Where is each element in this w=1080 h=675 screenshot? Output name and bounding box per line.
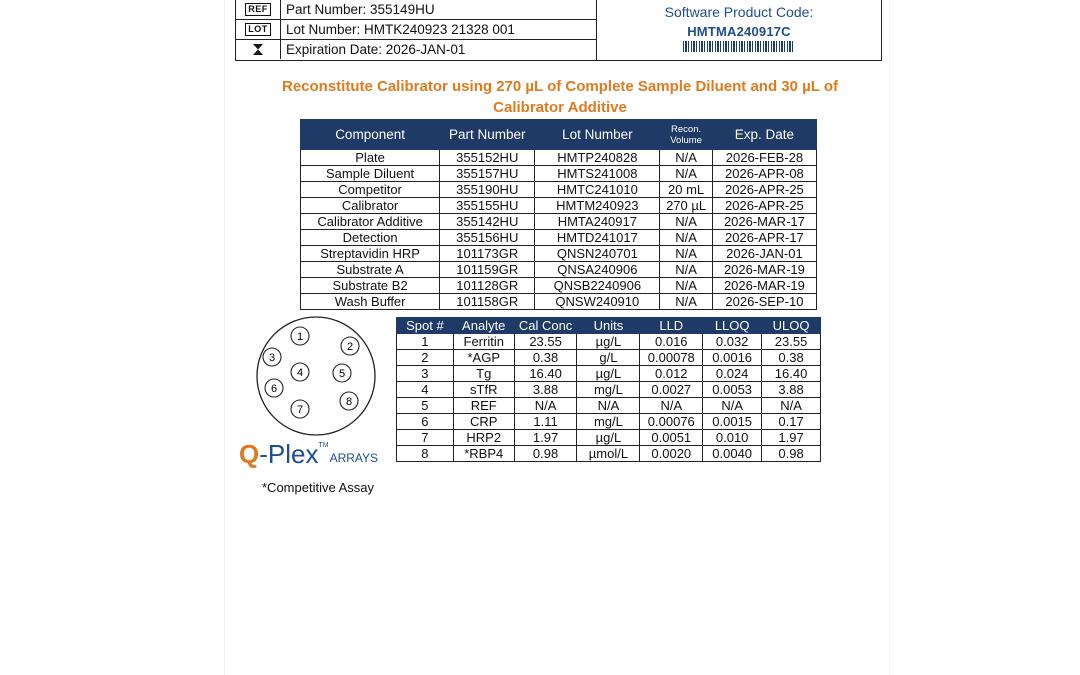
col-lot-number: Lot Number xyxy=(535,120,660,150)
col-lloq: LLOQ xyxy=(703,318,762,334)
table-cell: Competitor xyxy=(301,182,440,198)
table-cell: Ferritin xyxy=(453,334,514,350)
table-cell: N/A xyxy=(660,166,712,182)
spot-label: 6 xyxy=(270,383,278,395)
table-cell: N/A xyxy=(577,398,640,414)
table-cell: 0.0015 xyxy=(703,414,762,430)
table-cell: HRP2 xyxy=(453,430,514,446)
table-cell: N/A xyxy=(660,246,712,262)
hourglass-icon xyxy=(236,40,281,59)
table-cell: HMTA240917 xyxy=(535,214,660,230)
col-part-number: Part Number xyxy=(440,120,535,150)
component-row xyxy=(301,294,817,310)
software-code-label: Software Product Code: xyxy=(664,4,814,20)
table-cell: 0.0040 xyxy=(703,446,762,462)
table-cell: 2026-MAR-17 xyxy=(712,214,816,230)
table-cell: 2026-APR-08 xyxy=(712,166,816,182)
reconstitution-heading: Reconstitute Calibrator using 270 µL of Complete Sample Diluent and 30 µL of Calibrator Additive xyxy=(282,78,838,116)
table-cell: 2026-APR-25 xyxy=(712,198,816,214)
table-cell: N/A xyxy=(660,294,712,310)
spot-label: 2 xyxy=(346,341,354,353)
table-cell: N/A xyxy=(660,262,712,278)
table-cell: Substrate B2 xyxy=(301,278,440,294)
table-cell: N/A xyxy=(640,398,703,414)
table-cell: 0.0051 xyxy=(640,430,703,446)
spot-label: 5 xyxy=(338,368,346,380)
expiration-date: Expiration Date: 2026-JAN-01 xyxy=(286,42,466,57)
table-cell: Calibrator Additive xyxy=(301,214,440,230)
analytes-table xyxy=(396,317,821,462)
table-cell: 0.98 xyxy=(514,446,577,462)
table-cell: HMTC241010 xyxy=(535,182,660,198)
component-row xyxy=(301,166,817,182)
table-cell: 0.0053 xyxy=(703,382,762,398)
barcode-icon xyxy=(683,41,795,52)
table-cell: Streptavidin HRP xyxy=(301,246,440,262)
spot-4 xyxy=(291,363,309,381)
table-cell: 270 µL xyxy=(660,198,712,214)
table-cell: 23.55 xyxy=(514,334,577,350)
component-row xyxy=(301,246,817,262)
lot-number: Lot Number: HMTK240923 21328 001 xyxy=(286,22,515,37)
component-row xyxy=(301,262,817,278)
table-cell: N/A xyxy=(660,278,712,294)
col-analyte: Analyte xyxy=(453,318,514,334)
analyte-row xyxy=(397,398,821,414)
expiration-row xyxy=(236,40,596,59)
table-cell: 0.38 xyxy=(514,350,577,366)
table-cell: 0.00078 xyxy=(640,350,703,366)
table-cell: 0.010 xyxy=(703,430,762,446)
spot-5 xyxy=(333,364,351,382)
component-row xyxy=(301,198,817,214)
table-cell: CRP xyxy=(453,414,514,430)
table-cell: 0.98 xyxy=(762,446,821,462)
lot-symbol-icon xyxy=(236,20,281,39)
analyte-row xyxy=(397,430,821,446)
table-cell: Sample Diluent xyxy=(301,166,440,182)
table-cell: HMTD241017 xyxy=(535,230,660,246)
table-cell: 16.40 xyxy=(514,366,577,382)
table-cell: HMTS241008 xyxy=(535,166,660,182)
logo-arrays: ARRAYS xyxy=(329,451,379,465)
table-cell: 2026-FEB-28 xyxy=(712,150,816,166)
table-cell: 7 xyxy=(397,430,454,446)
table-cell: 101173GR xyxy=(440,246,535,262)
table-cell: 2026-JAN-01 xyxy=(712,246,816,262)
col-cal-conc: Cal Conc xyxy=(514,318,577,334)
table-cell: 0.17 xyxy=(762,414,821,430)
components-table xyxy=(300,119,817,310)
table-cell: 101128GR xyxy=(440,278,535,294)
spot-1 xyxy=(291,327,309,345)
col-spot: Spot # xyxy=(397,318,454,334)
table-cell: 2026-MAR-19 xyxy=(712,278,816,294)
table-cell: 1 xyxy=(397,334,454,350)
table-cell: 0.00076 xyxy=(640,414,703,430)
analyte-row xyxy=(397,414,821,430)
logo-trademark: TM xyxy=(318,442,329,449)
spot-6 xyxy=(265,379,283,397)
col-component: Component xyxy=(301,120,440,150)
part-number-row xyxy=(236,0,596,20)
spot-diagram xyxy=(255,315,377,437)
analyte-row xyxy=(397,334,821,350)
table-cell: 355190HU xyxy=(440,182,535,198)
software-code: HMTMA240917C xyxy=(687,24,791,39)
table-cell: QNSA240906 xyxy=(535,262,660,278)
table-cell: 0.024 xyxy=(703,366,762,382)
table-cell: Detection xyxy=(301,230,440,246)
table-cell: g/L xyxy=(577,350,640,366)
part-number: Part Number: 355149HU xyxy=(286,2,435,17)
component-row xyxy=(301,230,817,246)
table-cell: 0.38 xyxy=(762,350,821,366)
table-cell: µg/L xyxy=(577,430,640,446)
table-cell: QNSW240910 xyxy=(535,294,660,310)
col-exp-date: Exp. Date xyxy=(712,120,816,150)
analytes-header-row xyxy=(397,318,821,334)
table-cell: 8 xyxy=(397,446,454,462)
table-cell: HMTP240828 xyxy=(535,150,660,166)
table-cell: µg/L xyxy=(577,334,640,350)
spot-2 xyxy=(341,337,359,355)
spot-label: 8 xyxy=(345,396,353,408)
table-cell: 355157HU xyxy=(440,166,535,182)
table-cell: µg/L xyxy=(577,366,640,382)
table-cell: QNSB2240906 xyxy=(535,278,660,294)
spot-8 xyxy=(340,392,358,410)
component-row xyxy=(301,278,817,294)
lot-number-row xyxy=(236,20,596,40)
spot-label: 7 xyxy=(296,404,304,416)
table-cell: Tg xyxy=(453,366,514,382)
table-cell: N/A xyxy=(660,150,712,166)
analyte-row xyxy=(397,382,821,398)
analyte-row xyxy=(397,366,821,382)
table-cell: N/A xyxy=(660,214,712,230)
competitive-assay-footnote: *Competitive Assay xyxy=(262,480,374,495)
spot-7 xyxy=(291,400,309,418)
table-cell: 0.0016 xyxy=(703,350,762,366)
table-cell: mg/L xyxy=(577,414,640,430)
table-cell: mg/L xyxy=(577,382,640,398)
table-cell: 3 xyxy=(397,366,454,382)
table-cell: 1.97 xyxy=(514,430,577,446)
table-cell: 1.11 xyxy=(514,414,577,430)
table-cell: 355142HU xyxy=(440,214,535,230)
col-recon-volume: Recon. Volume xyxy=(660,120,712,150)
ref-symbol-icon xyxy=(236,0,281,19)
spot-label: 3 xyxy=(268,352,276,364)
logo-q: Q xyxy=(239,439,260,469)
table-cell: 20 mL xyxy=(660,182,712,198)
table-cell: QNSN240701 xyxy=(535,246,660,262)
analyte-row xyxy=(397,446,821,462)
table-cell: 2 xyxy=(397,350,454,366)
table-cell: 3.88 xyxy=(514,382,577,398)
table-cell: sTfR xyxy=(453,382,514,398)
table-cell: 0.0020 xyxy=(640,446,703,462)
table-cell: 0.012 xyxy=(640,366,703,382)
table-cell: 355155HU xyxy=(440,198,535,214)
table-cell: N/A xyxy=(660,230,712,246)
table-cell: REF xyxy=(453,398,514,414)
table-cell: 23.55 xyxy=(762,334,821,350)
table-cell: 16.40 xyxy=(762,366,821,382)
spot-3 xyxy=(263,348,281,366)
component-row xyxy=(301,214,817,230)
table-cell: N/A xyxy=(762,398,821,414)
table-cell: *AGP xyxy=(453,350,514,366)
product-info xyxy=(236,0,597,60)
table-cell: 2026-APR-25 xyxy=(712,182,816,198)
col-units: Units xyxy=(577,318,640,334)
table-cell: 0.032 xyxy=(703,334,762,350)
analyte-row xyxy=(397,350,821,366)
logo-plex: -Plex xyxy=(259,439,319,469)
components-header-row xyxy=(301,120,817,150)
table-cell: µmol/L xyxy=(577,446,640,462)
spot-label: 1 xyxy=(296,331,304,343)
col-uloq: ULOQ xyxy=(762,318,821,334)
table-cell: 1.97 xyxy=(762,430,821,446)
table-cell: N/A xyxy=(514,398,577,414)
table-cell: Wash Buffer xyxy=(301,294,440,310)
col-lld: LLD xyxy=(640,318,703,334)
table-cell: 2026-SEP-10 xyxy=(712,294,816,310)
table-cell: 5 xyxy=(397,398,454,414)
table-cell: 101158GR xyxy=(440,294,535,310)
table-cell: *RBP4 xyxy=(453,446,514,462)
table-cell: 3.88 xyxy=(762,382,821,398)
table-cell: 6 xyxy=(397,414,454,430)
software-code-block xyxy=(597,0,881,60)
table-cell: 2026-MAR-19 xyxy=(712,262,816,278)
table-cell: 101159GR xyxy=(440,262,535,278)
table-cell: Calibrator xyxy=(301,198,440,214)
table-cell: N/A xyxy=(703,398,762,414)
product-header-box xyxy=(235,0,882,61)
table-cell: 0.016 xyxy=(640,334,703,350)
component-row xyxy=(301,150,817,166)
well-outline xyxy=(257,317,375,435)
table-cell: 355156HU xyxy=(440,230,535,246)
lot-symbol-label: LOT xyxy=(245,23,271,36)
qplex-arrays-logo xyxy=(239,440,378,468)
table-cell: 2026-APR-17 xyxy=(712,230,816,246)
table-cell: Plate xyxy=(301,150,440,166)
spot-label: 4 xyxy=(296,367,304,379)
table-cell: 355152HU xyxy=(440,150,535,166)
ref-symbol-label: REF xyxy=(245,3,271,16)
component-row xyxy=(301,182,817,198)
table-cell: HMTM240923 xyxy=(535,198,660,214)
table-cell: Substrate A xyxy=(301,262,440,278)
table-cell: 4 xyxy=(397,382,454,398)
table-cell: 0.0027 xyxy=(640,382,703,398)
